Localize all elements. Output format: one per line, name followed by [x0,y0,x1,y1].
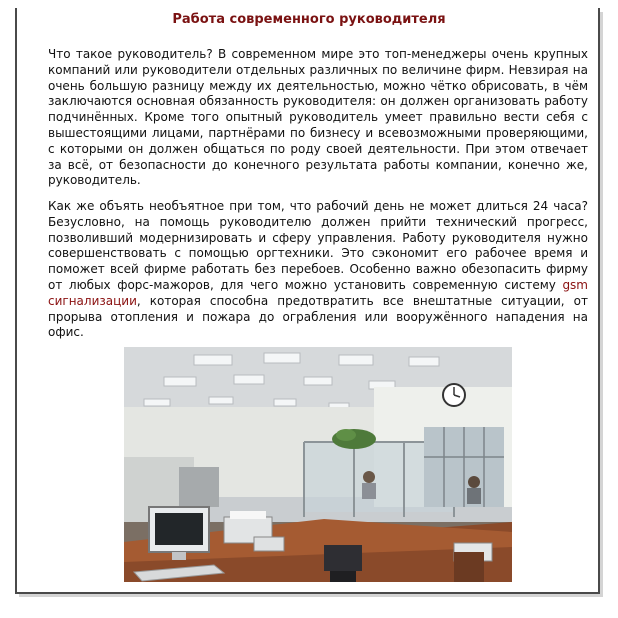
article-paragraph-1: Что такое руководитель? В современном мире это топ-менеджеры очень крупных компаний или руководители отдельных различных по величине фирм. Невзирая на очень большую разницу между их деятельностью, можно чётко обрисовать, в чём заключаются основная обязанность руководителя: он должен организовать работу подчинённых. Кроме того опытный руководитель умеет правильно вести себя с вышестоящими лицами, партнёрами по бизнесу и всевозможными проверяющими, с которыми он должен общаться по роду своей деятельности. При этом отвечает за всё, от безопасности до конечного результата работы компании, конечно же, руководитель. [48,47,588,188]
paragraph-2-text-start: Как же объять необъятное при том, что рабочий день не может длиться 24 часа? Безусловно, на помощь руководителю должен прийти технический прогресс, позволивший модернизировать и сферу управления. Работу руководителя нужно совершенствовать с помощью оргтехники. Это сэкономит его рабочее время и поможет всей фирме работать без перебоев. Особенно важно обезопасить фирму от любых форс-мажоров, для чего можно установить современную систему [48,199,588,292]
page-shadow-right [600,12,603,596]
article-paragraph-2 [48,199,588,341]
article-title: Работа современного руководителя [172,12,446,27]
office-photo [124,347,512,582]
paragraph-2-text-end: , которая способна предотвратить все внештатные ситуации, от прорыва отопления и пожара до ограбления или вооружённого нападения на офис. [48,293,588,340]
gsm-alarm-link[interactable]: gsm сигнализации [48,277,588,308]
page-shadow-bottom [19,594,603,597]
